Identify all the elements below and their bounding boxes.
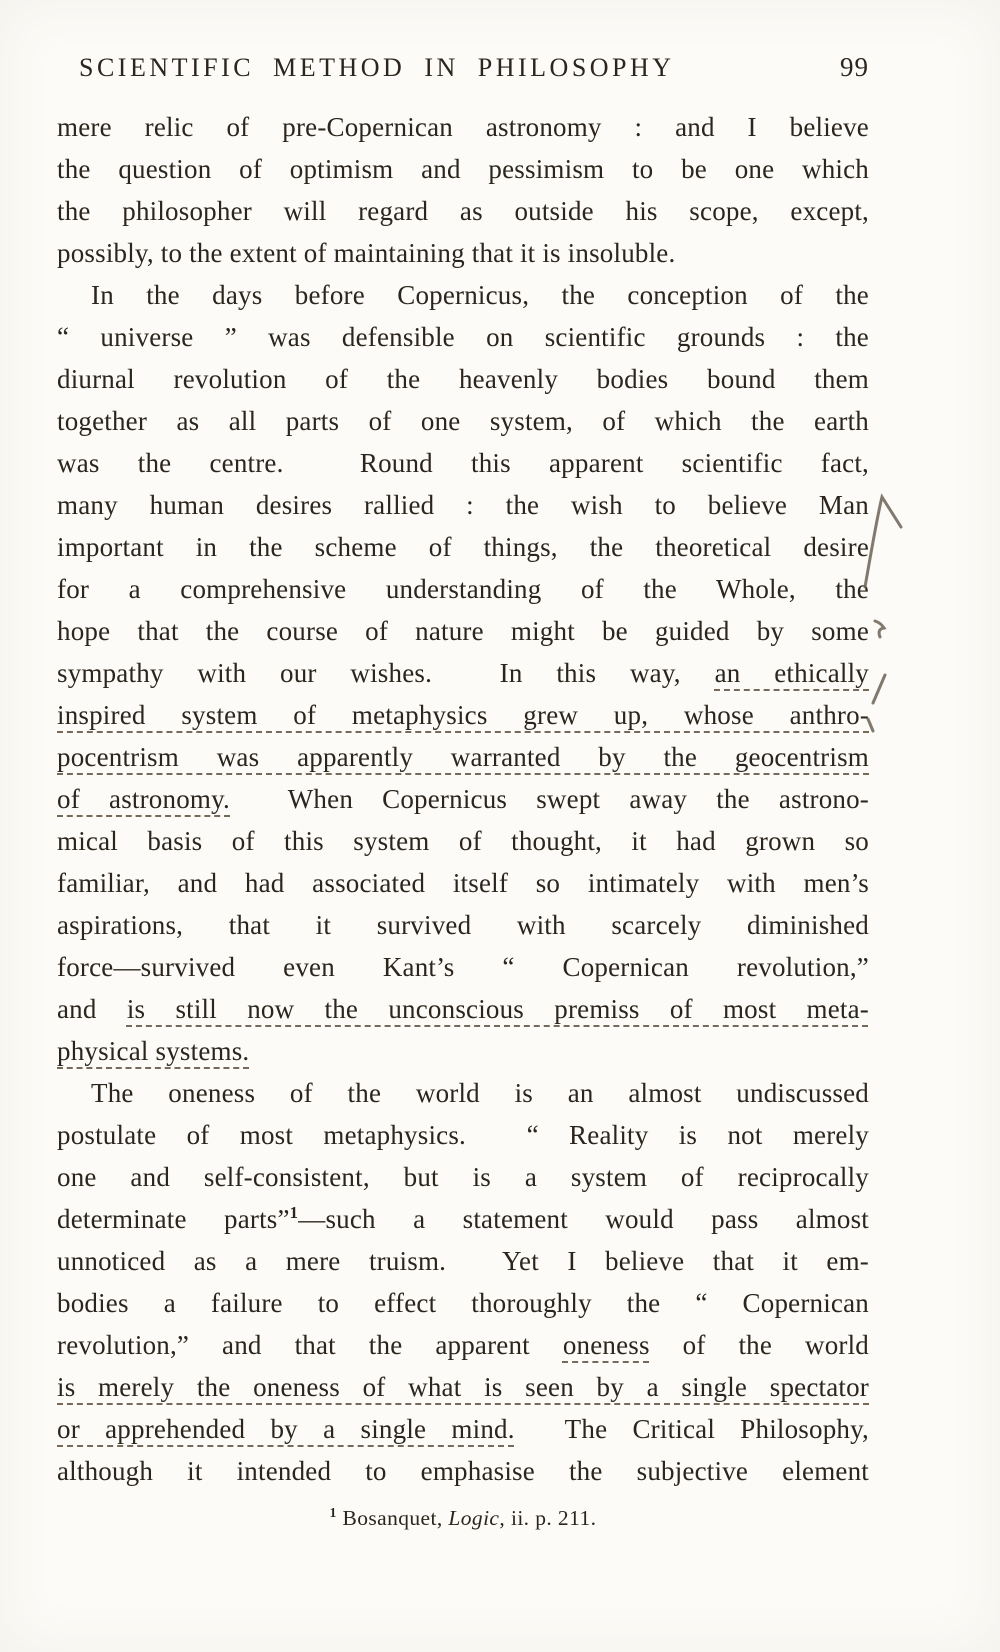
text-line xyxy=(57,274,869,316)
text-line xyxy=(57,652,869,694)
text-segment: The Critical Philosophy, xyxy=(514,1414,869,1444)
pencil-underlined-text: is still now the unconscious premiss of most meta- xyxy=(126,994,869,1024)
text-segment: Bosanquet, xyxy=(336,1506,449,1530)
text-segment: postulate of most metaphysics. “ Reality is not merely xyxy=(57,1120,869,1150)
text-segment: and xyxy=(57,994,127,1024)
text-segment: determinate parts” xyxy=(57,1204,290,1234)
text-segment: Logic xyxy=(448,1506,500,1530)
text-segment: possibly, to the extent of maintaining that it is insoluble. xyxy=(57,238,676,268)
text-segment: bodies a failure to effect thoroughly the “ Copernican xyxy=(57,1288,869,1318)
text-line xyxy=(57,190,869,232)
pencil-underlined-text: physical systems. xyxy=(57,1036,250,1066)
text-segment: aspirations, that it survived with scarcely diminished xyxy=(57,910,869,940)
pencil-underlined-text: is merely the oneness of what is seen by a single spectator xyxy=(57,1372,869,1402)
text-segment: unnoticed as a mere truism. Yet I believe that it em- xyxy=(57,1246,869,1276)
paragraph xyxy=(57,106,869,274)
page-number: 99 xyxy=(840,52,869,82)
text-segment: “ universe ” was defensible on scientific grounds : the xyxy=(57,322,869,352)
text-line xyxy=(57,358,869,400)
footnote-reference: 1 xyxy=(329,1504,337,1520)
text-segment: force—survived even Kant’s “ Copernican revolution,” xyxy=(57,952,869,982)
text-line xyxy=(57,946,869,988)
text-segment: The oneness of the world is an almost undiscussed xyxy=(91,1078,869,1108)
text-line xyxy=(57,778,869,820)
text-line xyxy=(57,484,869,526)
text-line xyxy=(57,400,869,442)
text-segment: together as all parts of one system, of which the earth xyxy=(57,406,869,436)
text-segment: familiar, and had associated itself so intimately with men’s xyxy=(57,868,869,898)
pencil-check-mark xyxy=(865,497,901,587)
text-line xyxy=(57,1030,869,1072)
text-segment: of the world xyxy=(649,1330,869,1360)
body-text xyxy=(57,106,869,1492)
pencil-slash-mark xyxy=(873,675,885,703)
text-segment: although it intended to emphasise the subjective element xyxy=(57,1456,869,1486)
text-line xyxy=(57,1114,869,1156)
text-segment: was the centre. Round this apparent scientific fact, xyxy=(57,448,869,478)
pencil-underlined-text: or apprehended by a single mind. xyxy=(57,1414,515,1444)
pencil-underlined-text: of astronomy. xyxy=(57,784,230,814)
text-segment: important in the scheme of things, the theoretical desire xyxy=(57,532,869,562)
text-line xyxy=(57,232,869,274)
text-line xyxy=(57,1240,869,1282)
text-line xyxy=(57,1324,869,1366)
text-line xyxy=(57,1156,869,1198)
footnote-reference: 1 xyxy=(289,1203,299,1222)
paragraph xyxy=(57,274,869,1072)
text-segment: mical basis of this system of thought, it had grown so xyxy=(57,826,869,856)
text-line xyxy=(57,106,869,148)
text-segment: In the days before Copernicus, the conception of the xyxy=(91,280,869,310)
running-header xyxy=(57,52,869,83)
text-segment: diurnal revolution of the heavenly bodies bound them xyxy=(57,364,869,394)
pencil-tick-mark xyxy=(868,719,873,731)
text-line xyxy=(57,988,869,1030)
pencil-underlined-text: pocentrism was apparently warranted by the geocentrism xyxy=(57,742,869,772)
text-segment: many human desires rallied : the wish to believe Man xyxy=(57,490,869,520)
text-segment: mere relic of pre-Copernican astronomy : and I believe xyxy=(57,112,869,142)
text-line xyxy=(57,610,869,652)
text-segment: sympathy with our wishes. In this way, xyxy=(57,658,715,688)
pencil-marginalia xyxy=(835,475,925,755)
text-line xyxy=(57,316,869,358)
text-line xyxy=(57,526,869,568)
text-line xyxy=(57,1366,869,1408)
pencil-underlined-text: oneness xyxy=(562,1330,650,1360)
text-segment: , ii. p. 211. xyxy=(499,1506,597,1530)
text-line xyxy=(57,1450,869,1492)
text-line xyxy=(57,568,869,610)
pencil-underlined-text: an ethically xyxy=(714,658,870,688)
text-line xyxy=(57,820,869,862)
text-line xyxy=(57,862,869,904)
text-segment: revolution,” and that the apparent xyxy=(57,1330,563,1360)
text-segment: the philosopher will regard as outside his scope, except, xyxy=(57,196,869,226)
text-line xyxy=(57,442,869,484)
text-line xyxy=(57,1072,869,1114)
text-line xyxy=(57,148,869,190)
text-segment: the question of optimism and pessimism to be one which xyxy=(57,154,869,184)
footnote xyxy=(57,1506,869,1531)
text-line xyxy=(57,736,869,778)
text-segment: When Copernicus swept away the astrono- xyxy=(230,784,870,814)
text-line xyxy=(57,1198,869,1240)
text-segment: one and self-consistent, but is a system of reciprocally xyxy=(57,1162,869,1192)
text-segment: for a comprehensive understanding of the Whole, the xyxy=(57,574,869,604)
text-line xyxy=(57,1408,869,1450)
text-line xyxy=(57,694,869,736)
pencil-squiggle-mark xyxy=(875,621,884,637)
page-title: SCIENTIFIC METHOD IN PHILOSOPHY xyxy=(79,53,675,82)
text-line xyxy=(57,1282,869,1324)
text-line xyxy=(57,904,869,946)
text-segment: hope that the course of nature might be guided by some xyxy=(57,616,869,646)
pencil-underlined-text: inspired system of metaphysics grew up, whose anthro- xyxy=(57,700,869,730)
paragraph xyxy=(57,1072,869,1492)
text-segment: —such a statement would pass almost xyxy=(298,1204,869,1234)
